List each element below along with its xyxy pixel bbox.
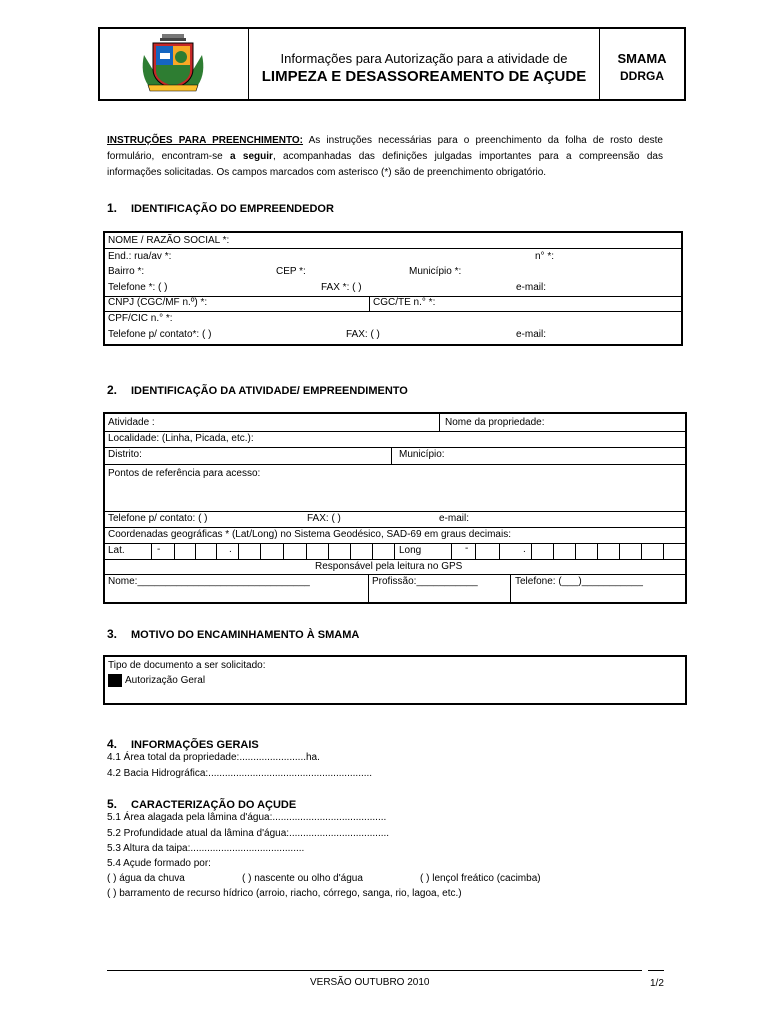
tel-contato2-label: Telefone p/ contato: ( ) bbox=[108, 513, 208, 524]
cnpj-label: CNPJ (CGC/MF n.º) *: bbox=[108, 297, 208, 308]
section4-number: 4. bbox=[107, 737, 118, 751]
page-number: 1/2 bbox=[650, 978, 664, 989]
profissao-label: Profissão:___________ bbox=[372, 576, 478, 587]
instructions-paragraph bbox=[107, 133, 663, 181]
cgcte-label: CGC/TE n.° *: bbox=[373, 297, 436, 308]
section5-heading bbox=[107, 797, 296, 811]
footer-rule bbox=[107, 970, 642, 971]
section2-heading bbox=[107, 383, 408, 397]
title-cell bbox=[249, 29, 600, 99]
long-dash: - bbox=[465, 543, 469, 554]
propriedade-label: Nome da propriedade: bbox=[445, 417, 545, 428]
option-lencol-freatico[interactable]: ( ) lençol freático (cacimba) bbox=[420, 873, 541, 884]
option-barramento[interactable]: ( ) barramento de recurso hídrico (arroio, riacho, córrego, sanga, rio, lagoa, etc.) bbox=[107, 888, 462, 899]
responsavel-label: Responsável pela leitura no GPS bbox=[315, 561, 463, 572]
pontos-label: Pontos de referência para acesso: bbox=[108, 468, 261, 479]
bacia-line: 4.2 Bacia Hidrográfica:........................................................... bbox=[107, 768, 373, 779]
option-agua-chuva[interactable]: ( ) água da chuva bbox=[107, 873, 185, 884]
long-label: Long bbox=[399, 545, 422, 556]
section3-heading bbox=[107, 627, 359, 641]
section3-box bbox=[103, 655, 687, 705]
form-header bbox=[98, 27, 686, 101]
cep-label: CEP *: bbox=[276, 266, 306, 277]
autorizacao-label: Autorização Geral bbox=[125, 675, 206, 686]
telefone-gps-label: Telefone: (___)___________ bbox=[515, 576, 643, 587]
altura-taipa-line: 5.3 Altura da taipa:......................................... bbox=[107, 843, 305, 854]
profundidade-line: 5.2 Profundidade atual da lâmina d'água:.................................... bbox=[107, 828, 390, 839]
area-total-line: 4.1 Área total da propriedade:........................ha. bbox=[107, 752, 320, 763]
section5-title: CARACTERIZAÇÃO DO AÇUDE bbox=[131, 799, 297, 811]
endereco-label: End.: rua/av *: bbox=[108, 251, 172, 262]
section1-number: 1. bbox=[107, 201, 118, 215]
instructions-label: INSTRUÇÕES PARA PREENCHIMENTO: bbox=[107, 135, 304, 146]
section4-title: INFORMAÇÕES GERAIS bbox=[131, 739, 259, 751]
tipo-documento-label: Tipo de documento a ser solicitado: bbox=[108, 660, 266, 671]
code-cell bbox=[600, 29, 684, 99]
email3-label: e-mail: bbox=[439, 513, 470, 524]
numero-label: n° *: bbox=[535, 251, 555, 262]
municipal-coat-of-arms-icon bbox=[138, 33, 208, 95]
lat-dash: - bbox=[157, 544, 161, 555]
fax-label: FAX *: ( ) bbox=[321, 282, 362, 293]
fax2-label: FAX: ( ) bbox=[346, 329, 380, 340]
section3-title: MOTIVO DO ENCAMINHAMENTO À SMAMA bbox=[131, 629, 360, 641]
section1-title: IDENTIFICAÇÃO DO EMPREENDEDOR bbox=[131, 203, 334, 215]
section1-box bbox=[103, 231, 683, 346]
lat-label: Lat. bbox=[108, 545, 125, 556]
instructions-text1: As instruções necessárias para o preenchimento da folha de rosto deste formulário, encontram-se bbox=[107, 135, 663, 162]
distrito-label: Distrito: bbox=[108, 449, 142, 460]
section5-number: 5. bbox=[107, 797, 118, 811]
email-label: e-mail: bbox=[516, 282, 547, 293]
area-alagada-line: 5.1 Área alagada pela lâmina d'água:......................................... bbox=[107, 812, 387, 823]
section2-title: IDENTIFICAÇÃO DA ATIVIDADE/ EMPREENDIMENTO bbox=[131, 385, 408, 397]
fax3-label: FAX: ( ) bbox=[307, 513, 341, 524]
department-code: DDRGA bbox=[620, 69, 664, 83]
tel-contato-label: Telefone p/ contato*: ( ) bbox=[108, 329, 212, 340]
telefone-label: Telefone *: ( ) bbox=[108, 282, 168, 293]
bairro-label: Bairro *: bbox=[108, 266, 145, 277]
nome-gps-label: Nome:_______________________________ bbox=[108, 576, 310, 587]
version-text: VERSÃO OUTUBRO 2010 bbox=[310, 977, 430, 988]
coordenadas-label: Coordenadas geográficas * (Lat/Long) no Sistema Geodésico, SAD-69 em graus decimais: bbox=[108, 529, 511, 540]
long-dot: . bbox=[523, 544, 526, 555]
form-title-line1: Informações para Autorização para a atividade de bbox=[280, 51, 568, 66]
agency-code: SMAMA bbox=[617, 51, 667, 66]
option-nascente[interactable]: ( ) nascente ou olho d'água bbox=[242, 873, 363, 884]
form-title-line2: LIMPEZA E DESASSOREAMENTO DE AÇUDE bbox=[261, 68, 587, 85]
instructions-bold: a seguir bbox=[230, 151, 273, 162]
section2-box bbox=[103, 412, 687, 604]
municipio-label: Município *: bbox=[409, 266, 462, 277]
footer-page-rule bbox=[648, 970, 664, 971]
nome-label: NOME / RAZÃO SOCIAL *: bbox=[108, 235, 230, 246]
section2-number: 2. bbox=[107, 383, 118, 397]
instructions-text2: , acompanhadas das definições julgadas importantes para a compreensão das informações solicitadas. Os campos marcados com asterisco (*) são de preenchimento obrigatório. bbox=[107, 151, 663, 178]
autorizacao-checkbox[interactable] bbox=[108, 674, 122, 687]
acude-formado-line: 5.4 Açude formado por: bbox=[107, 858, 211, 869]
section4-heading bbox=[107, 737, 259, 751]
section3-number: 3. bbox=[107, 627, 118, 641]
municipio2-label: Município: bbox=[399, 449, 445, 460]
atividade-label: Atividade : bbox=[108, 417, 155, 428]
cpf-label: CPF/CIC n.° *: bbox=[108, 313, 173, 324]
localidade-label: Localidade: (Linha, Picada, etc.): bbox=[108, 433, 254, 444]
email2-label: e-mail: bbox=[516, 329, 547, 340]
logo-cell bbox=[100, 29, 249, 99]
lat-dot: . bbox=[229, 544, 232, 555]
section1-heading bbox=[107, 201, 334, 215]
